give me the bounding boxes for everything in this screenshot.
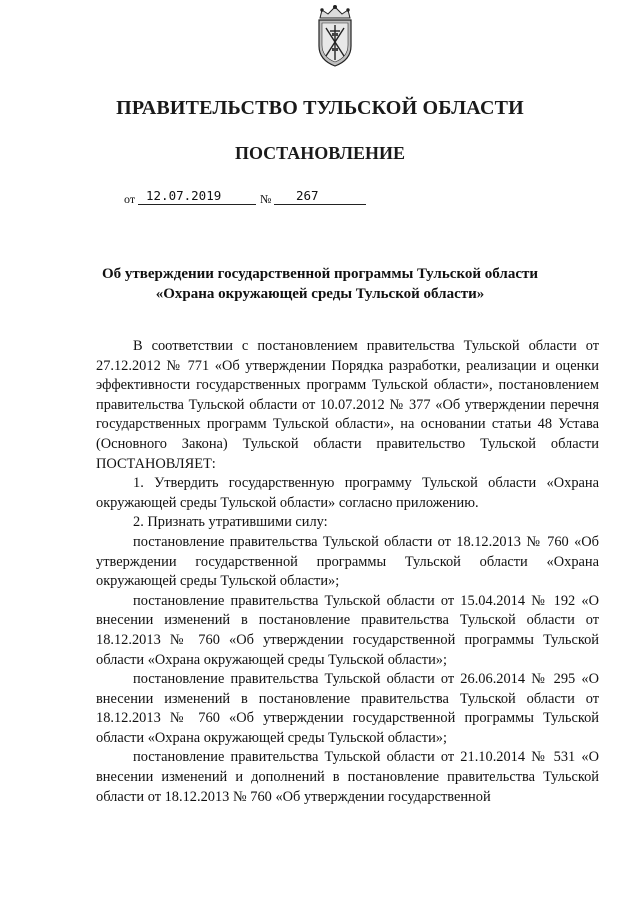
document-body [96,337,599,807]
repealed-act-1: постановление правительства Тульской области от 18.12.2013 № 760 «Об утверждении государственной программы Тульской области «Охрана окружающей среды Тульской области»; [96,533,599,590]
title-line-1: Об утверждении государственной программы Тульской области [101,266,538,282]
date-label: от [124,192,136,206]
organization-heading: ПРАВИТЕЛЬСТВО ТУЛЬСКОЙ ОБЛАСТИ [116,97,524,119]
number-label: № [260,192,272,206]
repealed-act-3: постановление правительства Тульской области от 26.06.2014 № 295 «О внесении изменений в постановление правительства Тульской области от 18.12.2013 № 760 «Об утверждении государственной программы Тульской области «Охрана окружающей среды Тульской области»; [96,671,599,746]
document-number: 267 [274,188,366,205]
item-2-paragraph: 2. Признать утратившими силу: [133,514,328,531]
document-title [0,264,640,304]
title-line-2: «Охрана окружающей среды Тульской области» [155,286,485,302]
document-date: 12.07.2019 [138,188,256,205]
document-type-heading: ПОСТАНОВЛЕНИЕ [234,143,406,163]
repealed-act-2: постановление правительства Тульской области от 15.04.2014 № 192 «О внесении изменений в постановление правительства Тульской области от 18.12.2013 № 760 «Об утверждении государственной программы Тульской области «Охрана окружающей среды Тульской области»; [96,592,599,668]
preamble-paragraph: В соответствии с постановлением правительства Тульской области от 27.12.2012 № 771 «Об утверждении Порядка разработки, реализации и оценки эффективности государственных программ Тульской области», постановлением правительства Тульской области от 10.07.2012 № 377 «Об утверждении перечня государственных программ Тульской области», на основании статьи 48 Устава (Основного Закона) Тульской области правительство Тульской области ПОСТАНОВЛЯЕТ: [96,338,599,472]
tula-coat-of-arms-icon [310,4,360,68]
item-1-paragraph: 1. Утвердить государственную программу Тульской области «Охрана окружающей среды Тульской области» согласно приложению. [96,475,599,511]
repealed-act-4: постановление правительства Тульской области от 21.10.2014 № 531 «О внесении изменений и дополнений в постановление правительства Тульской области от 18.12.2013 № 760 «Об утверждении государственной [96,749,599,805]
